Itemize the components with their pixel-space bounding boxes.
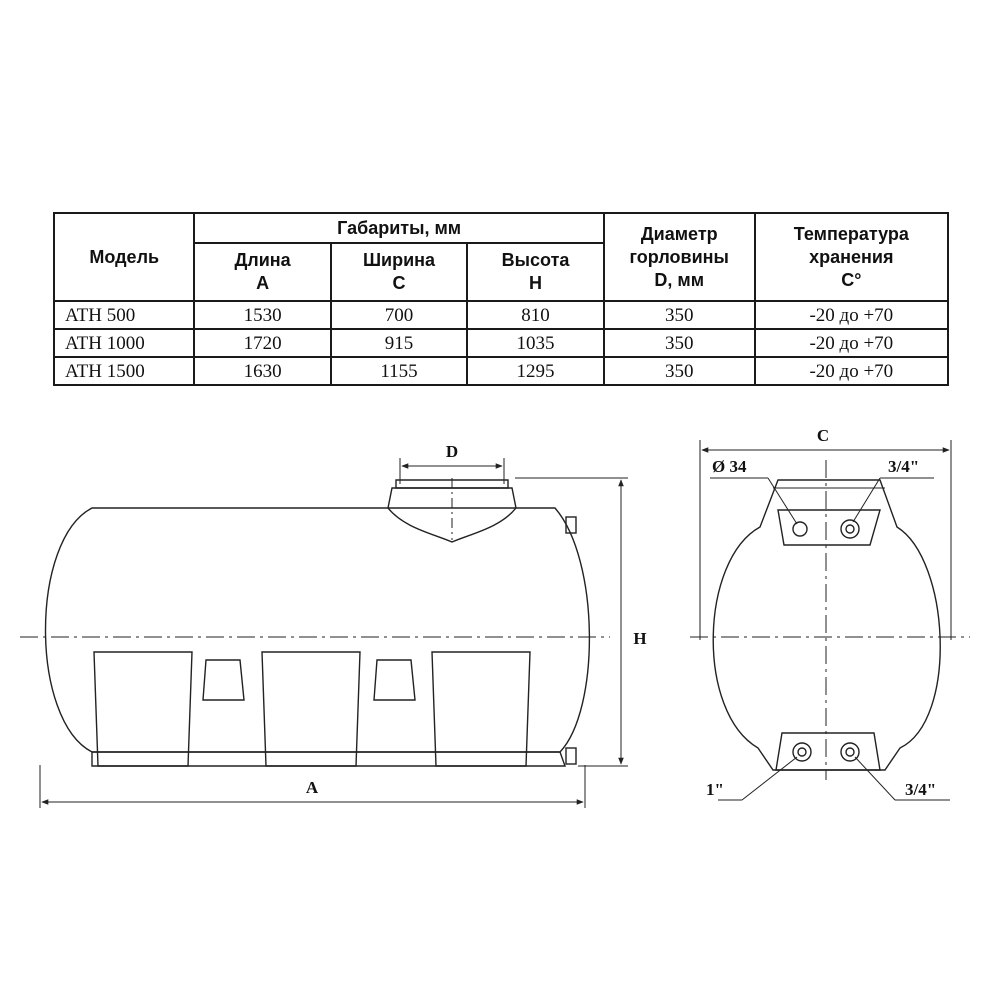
cell-height: 1295 [467,357,604,385]
cell-width: 700 [331,301,468,329]
cell-model: ATH 1000 [54,329,194,357]
header-length: Длина A [194,243,330,301]
cell-length: 1630 [194,357,330,385]
cell-diameter: 350 [604,301,755,329]
label-top-fitting: 3/4" [888,457,920,476]
cell-diameter: 350 [604,357,755,385]
tank-foot [262,652,360,766]
label-hole-diameter: Ø 34 [712,457,747,476]
label-c: C [816,426,830,445]
cell-temperature: -20 до +70 [755,357,948,385]
header-diameter: Диаметр горловины D, мм [604,213,755,301]
tank-recess [374,660,415,700]
leader-lines [710,478,950,800]
dimension-h [515,478,628,766]
label-bottom-right-fitting: 3/4" [905,780,937,799]
tank-foot [432,652,530,766]
cell-model: ATH 1500 [54,357,194,385]
cell-height: 810 [467,301,604,329]
end-bottom-pad [776,733,880,770]
cell-model: ATH 500 [54,301,194,329]
side-fitting-top [566,517,576,533]
header-height: Высота H [467,243,604,301]
header-dimensions: Габариты, мм [194,213,603,243]
hole-34-icon [793,522,807,536]
cell-temperature: -20 до +70 [755,301,948,329]
label-d: D [445,442,459,461]
cell-width: 1155 [331,357,468,385]
cell-length: 1530 [194,301,330,329]
header-width: Ширина C [331,243,468,301]
label-h: H [633,629,647,648]
cell-diameter: 350 [604,329,755,357]
tank-foot [94,652,192,766]
tank-end-view [690,460,970,780]
header-model: Модель [54,213,194,301]
cell-temperature: -20 до +70 [755,329,948,357]
tank-body-outline [46,508,590,752]
tank-side-view [20,478,610,766]
header-temperature: Температура хранения C° [755,213,948,301]
cell-height: 1035 [467,329,604,357]
cell-length: 1720 [194,329,330,357]
label-a: A [305,778,319,797]
side-fitting-bottom [566,748,576,764]
cell-width: 915 [331,329,468,357]
tank-base [92,752,565,766]
label-bottom-left-fitting: 1" [706,780,724,799]
fitting-top-icon [841,520,859,538]
end-body-outline [713,480,940,770]
tank-recess [203,660,244,700]
